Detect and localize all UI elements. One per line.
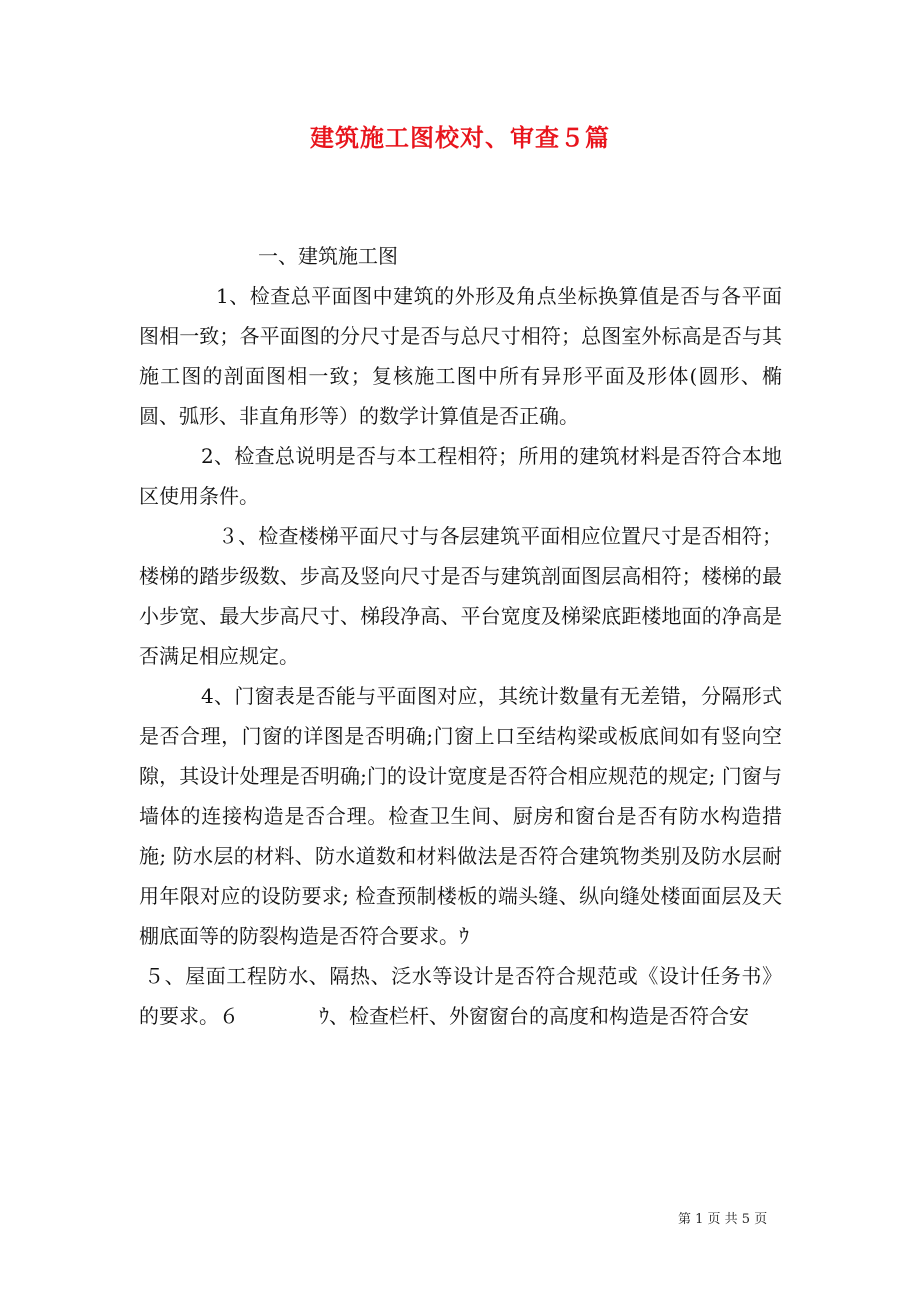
paragraph-2: 2、检查总说明是否与本工程相符；所用的建筑材料是否符合本地区使用条件。 bbox=[139, 444, 782, 508]
paragraph-5: ５、屋面工程防水、隔热、泛水等设计是否符合规范或《设计任务书》的要求。６ ｳ、检查栏杆、外窗窗台的高度和构造是否符合安 bbox=[139, 964, 782, 1028]
paragraph-3: ３、检查楼梯平面尺寸与各层建筑平面相应位置尺寸是否相符；楼梯的踏步级数、步高及竖向尺寸是否与建筑剖面图层高相符；楼梯的最小步宽、最大步高尺寸、梯段净高、平台宽度及梯梁底距楼地面的净高是否满足相应规定。 bbox=[139, 524, 782, 668]
page-number-footer: 第 1 页 共 5 页 bbox=[678, 1212, 768, 1227]
paragraph-1: 1、检查总平面图中建筑的外形及角点坐标换算值是否与各平面图相一致；各平面图的分尺寸是否与总尺寸相符；总图室外标高是否与其施工图的剖面图相一致；复核施工图中所有异形平面及形体(圆形、椭圆、弧形、非直角形等）的数学计算值是否正确。 bbox=[139, 284, 782, 428]
document-title: 建筑施工图校对、审查５篇 bbox=[310, 123, 610, 152]
paragraph-4: 4、门窗表是否能与平面图对应，其统计数量有无差错，分隔形式是否合理，门窗的详图是否明确;门窗上口至结构梁或板底间如有竖向空隙，其设计处理是否明确;门的设计宽度是否符合相应规范的规定; 门窗与墙体的连接构造是否合理。检查卫生间、厨房和窗台是否有防水构造措施; 防水层的材料、防水道数和材料做法是否符合建筑物类别及防水层耐用年限对应的设防要求; 检查预制楼板的端头缝、纵向缝处楼面面层及天棚底面等的防裂构造是否符合要求。ｳ bbox=[139, 684, 782, 948]
document-body bbox=[139, 236, 782, 1036]
section-heading: 一、建筑施工图 bbox=[258, 244, 398, 268]
